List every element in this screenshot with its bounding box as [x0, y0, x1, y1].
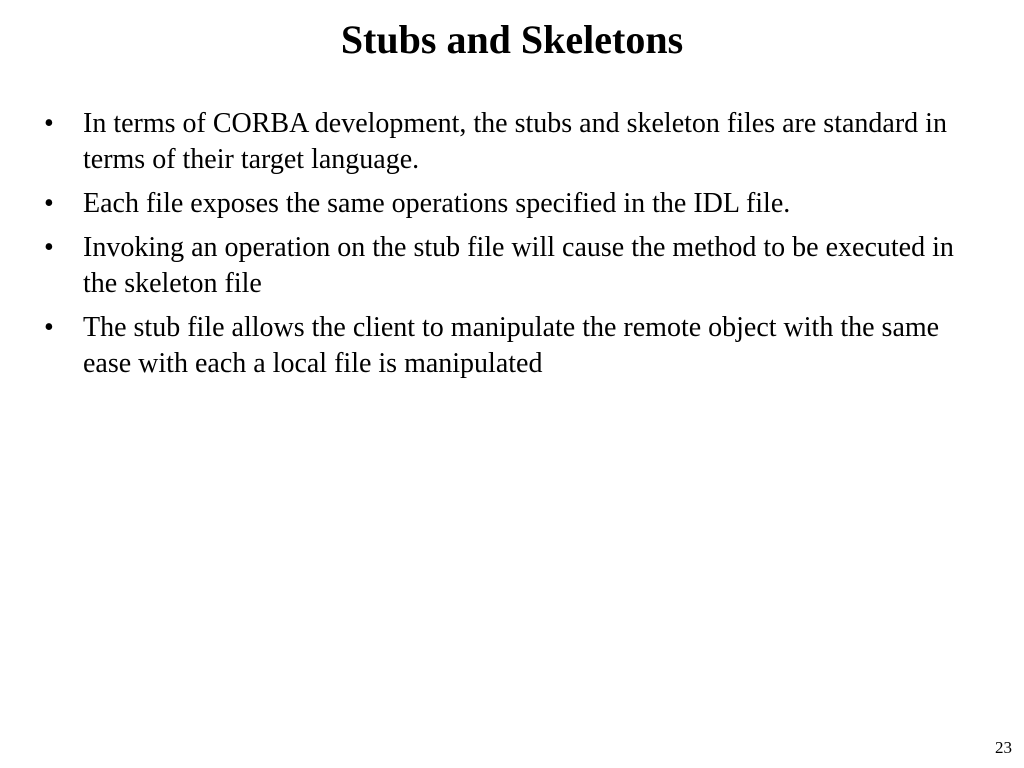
bullet-list [44, 106, 994, 390]
bullet-text: The stub file allows the client to manipulate the remote object with the same ease with each a local file is manipulated [83, 312, 940, 379]
bullet-text: In terms of CORBA development, the stubs and skeleton files are standard in terms of their target language. [83, 108, 947, 175]
bullet-marker: • [44, 312, 54, 343]
bullet-item [44, 230, 994, 302]
bullet-text: Invoking an operation on the stub file will cause the method to be executed in the skeleton file [83, 232, 954, 299]
bullet-item [44, 106, 994, 178]
bullet-marker: • [44, 232, 54, 263]
bullet-marker: • [44, 188, 54, 219]
page-number: 23 [995, 738, 1012, 757]
slide-title: Stubs and Skeletons [340, 17, 684, 62]
bullet-text: Each file exposes the same operations specified in the IDL file. [83, 188, 791, 219]
bullet-item [44, 310, 994, 382]
bullet-item [44, 186, 994, 222]
bullet-marker: • [44, 108, 54, 139]
